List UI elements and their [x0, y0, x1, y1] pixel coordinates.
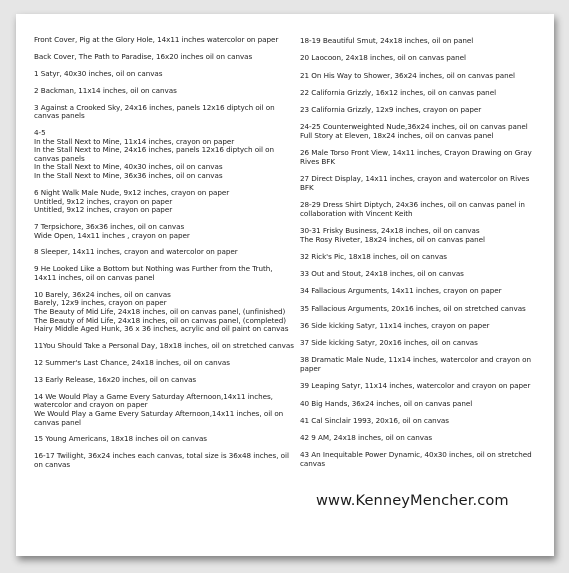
artwork-entry: 2 Backman, 11x14 inches, oil on canvas: [34, 85, 177, 95]
artwork-entry: 4-5 In the Stall Next to Mine, 11x14 inches, crayon on paper In the Stall Next to Mine, 24x16 inches, panels 12x16 diptych oil on canvas panels In the Stall Next to Mine, 40x30 inches, oil on canvas In the Stall Next to Mine, 36x36 inches, oil on canvas: [34, 128, 275, 181]
left-column-list: [34, 36, 296, 478]
artwork-entry: 33 Out and Stout, 24x18 inches, oil on canvas: [300, 269, 464, 279]
artwork-entry: 39 Leaping Satyr, 11x14 inches, watercolor and crayon on paper: [300, 381, 531, 391]
artwork-entry: 41 Cal Sinclair 1993, 20x16, oil on canvas: [300, 415, 449, 425]
right-column-list: [300, 37, 538, 477]
artwork-entry: 26 Male Torso Front View, 14x11 inches, Crayon Drawing on Gray Rives BFK: [300, 148, 532, 166]
artwork-entry: 37 Side kicking Satyr, 20x16 inches, oil on canvas: [300, 338, 478, 348]
artwork-entry: 14 We Would Play a Game Every Saturday Afternoon,14x11 inches, watercolor and crayon on paper We Would Play a Game Every Saturday Afternoon,14x11 inches, oil on canvas panel: [34, 391, 284, 427]
artwork-entry: 3 Against a Crooked Sky, 24x16 inches, panels 12x16 diptych oil on canvas panels: [34, 102, 275, 121]
artwork-entry: 40 Big Hands, 36x24 inches, oil on canvas panel: [300, 398, 473, 408]
artwork-entry: 8 Sleeper, 14x11 inches, crayon and watercolor on paper: [34, 247, 238, 257]
artwork-entry: 7 Terpsichore, 36x36 inches, oil on canvas Wide Open, 14x11 inches , crayon on paper: [34, 221, 190, 240]
artwork-entry: 28-29 Dress Shirt Diptych, 24x36 inches, oil on canvas panel in collaboration with Vincent Keith: [300, 200, 525, 218]
artwork-entry: Back Cover, The Path to Paradise, 16x20 inches oil on canvas: [34, 51, 253, 61]
artwork-entry: 13 Early Release, 16x20 inches, oil on canvas: [34, 374, 197, 384]
artwork-entry: 38 Dramatic Male Nude, 11x14 inches, watercolor and crayon on paper: [300, 355, 532, 374]
artwork-entry: 11You Should Take a Personal Day, 18x18 inches, oil on stretched canvas: [34, 341, 294, 351]
artwork-entry: 12 Summer's Last Chance, 24x18 inches, oil on canvas: [34, 358, 230, 367]
artwork-entry: 24-25 Counterweighted Nude,36x24 inches, oil on canvas panel Full Story at Eleven, 18x24 inches, oil on canvas panel: [300, 122, 528, 140]
artwork-entry: 27 Direct Display, 14x11 inches, crayon and watercolor on Rives BFK: [300, 174, 530, 192]
artwork-entry: 43 An Inequitable Power Dynamic, 40x30 inches, oil on stretched canvas: [300, 450, 532, 469]
artwork-entry: 18-19 Beautiful Smut, 24x18 inches, oil on panel: [300, 36, 474, 45]
artwork-entry: 32 Rick's Pic, 18x18 inches, oil on canvas: [300, 251, 447, 261]
artwork-entry: 34 Fallacious Arguments, 14x11 inches, crayon on paper: [300, 286, 502, 296]
artwork-entry: 20 Laocoon, 24x18 inches, oil on canvas panel: [300, 53, 466, 63]
website-url: www.KenneyMencher.com: [316, 492, 509, 509]
artwork-entry: 9 He Looked Like a Bottom but Nothing was Further from the Truth, 14x11 inches, oil on canvas panel: [34, 264, 273, 282]
artwork-entry: 30-31 Frisky Business, 24x18 inches, oil on canvas The Rosy Riveter, 18x24 inches, oil on canvas panel: [300, 225, 485, 244]
artwork-entry: 21 On His Way to Shower, 36x24 inches, oil on canvas panel: [300, 70, 515, 80]
artwork-entry: 6 Night Walk Male Nude, 9x12 inches, crayon on paper Untitled, 9x12 inches, crayon on paper Untitled, 9x12 inches, crayon on paper: [34, 187, 230, 215]
artwork-entry: 23 California Grizzly, 12x9 inches, crayon on paper: [300, 105, 482, 115]
artwork-entry: 16-17 Twilight, 36x24 inches each canvas, total size is 36x48 inches, oil on canvas: [34, 451, 289, 469]
artwork-entry: 36 Side kicking Satyr, 11x14 inches, crayon on paper: [300, 320, 490, 330]
artwork-entry: 15 Young Americans, 18x18 inches oil on canvas: [34, 434, 208, 444]
artwork-entry: 22 California Grizzly, 16x12 inches, oil on canvas panel: [300, 87, 497, 97]
artwork-entry: 1 Satyr, 40x30 inches, oil on canvas: [34, 68, 163, 78]
artwork-entry: 35 Fallacious Arguments, 20x16 inches, oil on stretched canvas: [300, 303, 526, 313]
artwork-entry: 10 Barely, 36x24 inches, oil on canvas Barely, 12x9 inches, crayon on paper The Beauty of Mid Life, 24x18 inches, oil on canvas panel, (unfinished) The Beauty of Mid Life, 24x18 inches, oil on canvas panel, (completed) Hairy Middle Aged Hunk, 36 x 36 inches, acrylic and oil paint on canvas: [34, 289, 289, 334]
artwork-entry: 42 9 AM, 24x18 inches, oil on canvas: [300, 433, 433, 443]
document-page: [16, 14, 554, 556]
artwork-entry: Front Cover, Pig at the Glory Hole, 14x11 inches watercolor on paper: [34, 35, 279, 44]
